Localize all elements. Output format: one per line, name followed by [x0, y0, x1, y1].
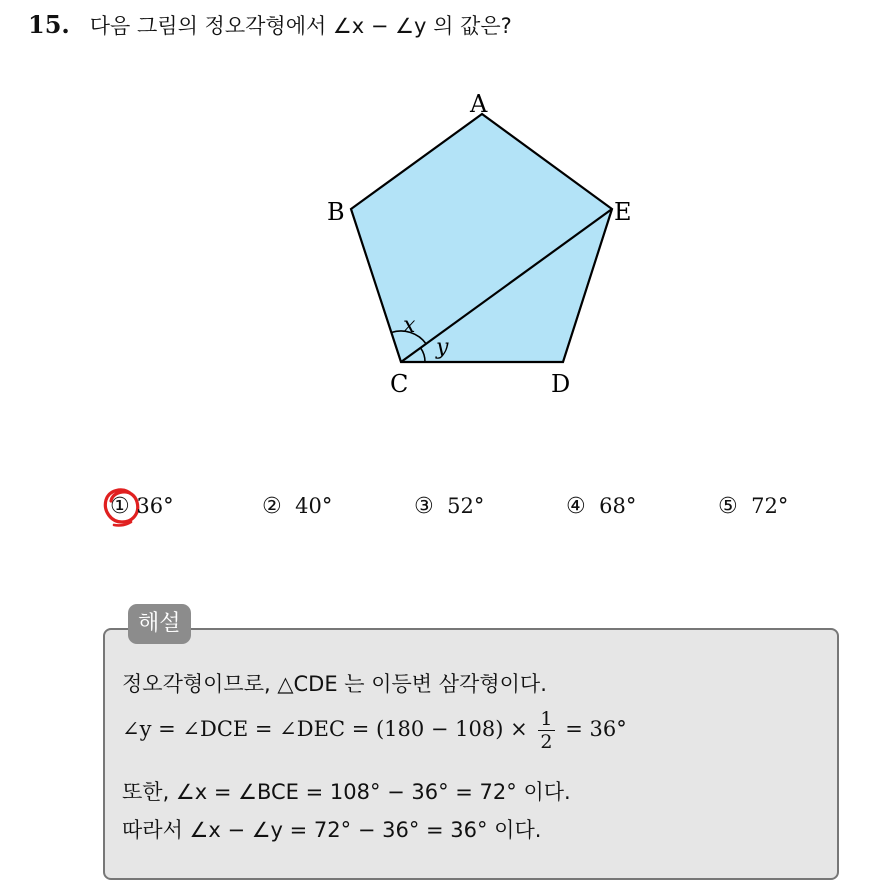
choice-value: 52° [447, 494, 485, 518]
vertex-label-c: C [390, 370, 409, 398]
solution-line-2-left: ∠y = ∠DCE = ∠DEC = (180 − 108) × [122, 717, 528, 741]
fraction-one-half [538, 708, 554, 753]
question-text: 다음 그림의 정오각형에서 ∠x − ∠y 의 값은? [89, 14, 512, 38]
choice-1[interactable] [110, 494, 174, 519]
solution-line-2-right: = 36° [565, 717, 627, 741]
choice-2[interactable] [262, 494, 332, 519]
fraction-numerator: 1 [540, 708, 553, 730]
angle-label-y: y [436, 335, 449, 360]
choice-value: 36° [136, 494, 174, 518]
choice-mark: ① [110, 494, 130, 519]
solution-line-1: 정오각형이므로, △CDE 는 이등변 삼각형이다. [122, 672, 547, 696]
choice-4[interactable] [566, 494, 636, 519]
choice-value: 72° [751, 494, 789, 518]
solution-line-3: 또한, ∠x = ∠BCE = 108° − 36° = 72° 이다. [122, 780, 571, 804]
choice-mark: ④ [566, 494, 586, 519]
vertex-label-d: D [551, 370, 571, 398]
vertex-label-b: B [327, 198, 345, 226]
angle-label-x: x [403, 313, 416, 338]
choice-mark: ② [262, 494, 282, 519]
vertex-label-a: A [470, 90, 488, 118]
choice-mark: ③ [414, 494, 434, 519]
solution-line-4: 따라서 ∠x − ∠y = 72° − 36° = 36° 이다. [122, 818, 542, 842]
vertex-label-e: E [614, 198, 632, 226]
choice-5[interactable] [718, 494, 788, 519]
question-number: 15. [28, 10, 70, 39]
fraction-denominator: 2 [540, 731, 553, 753]
solution-line-2 [122, 708, 627, 753]
choice-value: 40° [295, 494, 333, 518]
choice-value: 68° [599, 494, 637, 518]
choice-mark: ⑤ [718, 494, 738, 519]
solution-label: 해설 [128, 604, 191, 644]
answer-choices [0, 490, 884, 530]
choice-3[interactable] [414, 494, 484, 519]
